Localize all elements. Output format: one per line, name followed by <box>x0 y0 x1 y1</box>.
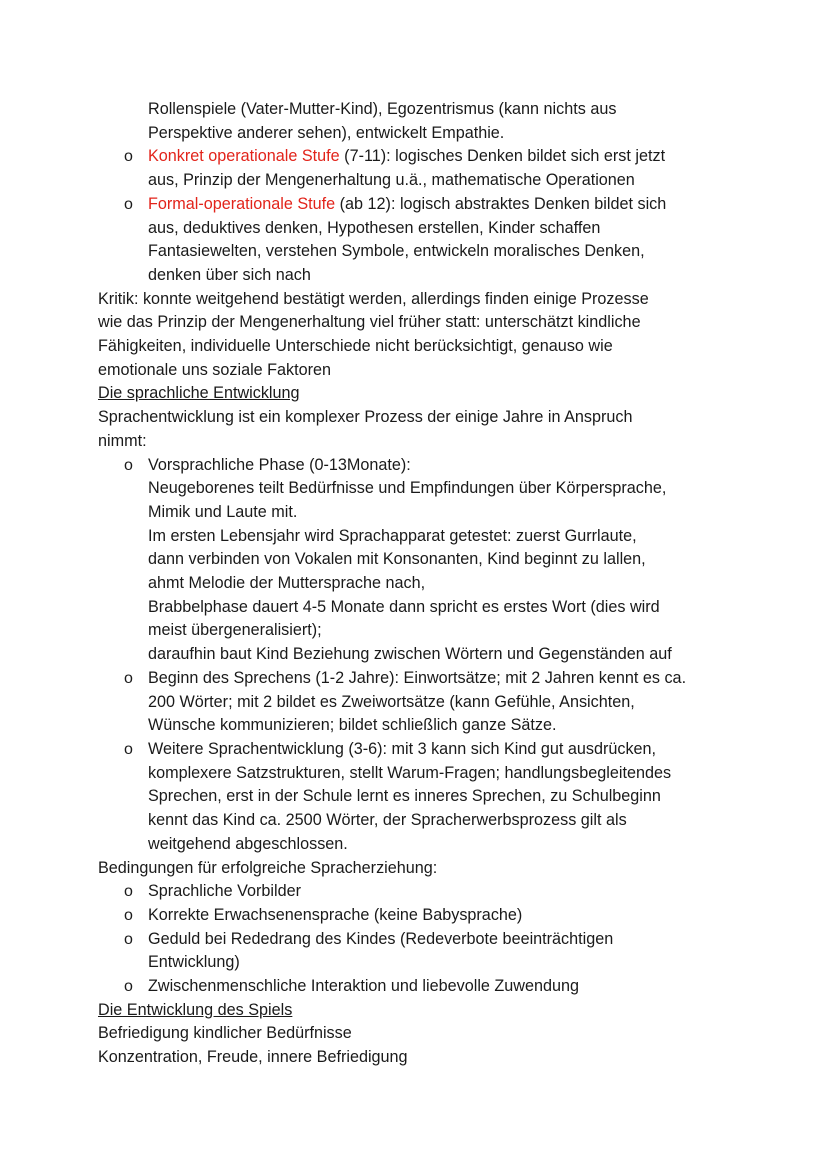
list-item-vorsprachliche-phase: o Vorsprachliche Phase (0-13Monate): Neugeborenes teilt Bedürfnisse und Empfindungen über Körpersprache, Mimik und Laute mit. Im ersten Lebensjahr wird Sprachapparat getestet: zuerst Gurrlaute, dann verbinden von Vokalen mit Konsonanten, Kind beginnt zu lallen, ahmt Melodie der Muttersprache nach, Brabbelphase dauert 4-5 Monate dann spricht es erstes Wort (dies wird meist übergeneralisiert); daraufhin baut Kind Beziehung zwischen Wörtern und Gegenständen auf <box>124 455 672 664</box>
bullet-icon: o <box>124 906 133 924</box>
bullet-icon: o <box>124 669 133 687</box>
list-item-formal-operational: o Formal-operationale Stufe (ab 12): logisch abstraktes Denken bildet sich aus, deduktives denken, Hypothesen erstellen, Kinder schaffen Fantasiewelten, verstehen Symbole, entwickeln moralisches Denken, denken über sich nach <box>124 194 667 284</box>
bullet-icon: o <box>124 883 133 901</box>
paragraph-line: Rollenspiele (Vater-Mutter-Kind), Egozentrismus (kann nichts aus <box>148 100 617 118</box>
paragraph-line: Sprachentwicklung ist ein komplexer Prozess der einige Jahre in Anspruch <box>98 408 633 427</box>
document-page <box>98 98 738 1070</box>
bullet-icon: o <box>124 978 133 996</box>
highlighted-term: Konkret operationale Stufe <box>148 147 340 166</box>
bullet-icon: o <box>124 740 133 758</box>
paragraph-line: Bedingungen für erfolgreiche Spracherziehung: <box>98 858 438 877</box>
paragraph-line: Perspektive anderer sehen), entwickelt Empathie. <box>148 123 505 142</box>
paragraph-line: Befriedigung kindlicher Bedürfnisse <box>98 1024 352 1043</box>
list-item-geduld: o Geduld bei Rededrang des Kindes (Redeverbote beeinträchtigen Entwicklung) <box>124 929 614 972</box>
paragraph-line: nimmt: <box>98 431 147 450</box>
list-item-vorbilder: o Sprachliche Vorbilder <box>98 880 738 904</box>
bullet-icon: o <box>124 930 133 948</box>
highlighted-term: Formal-operationale Stufe <box>148 194 336 213</box>
list-item-beginn-sprechen: o Beginn des Sprechens (1-2 Jahre): Einwortsätze; mit 2 Jahren kennt es ca. 200 Wörter; mit 2 bildet es Zweiwortsätze (kann Gefühle, Ansichten, Wünsche kommunizieren; bildet schließlich ganze Sätze. <box>124 668 687 735</box>
bullet-icon: o <box>124 148 133 166</box>
list-item-weitere-sprachentwicklung: o Weitere Sprachentwicklung (3-6): mit 3 kann sich Kind gut ausdrücken, komplexere Satzstrukturen, stellt Warum-Fragen; handlungsbegleitendes Sprechen, erst in der Schule lernt es inneres Sprechen, zu Schulbeginn kennt das Kind ca. 2500 Wörter, der Spracherwerbsprozess gilt als weitgehend abgeschlossen. <box>124 739 672 853</box>
bullet-icon: o <box>124 456 133 474</box>
section-heading-spiel: Die Entwicklung des Spiels <box>98 1000 293 1019</box>
list-item-interaktion: o Zwischenmenschliche Interaktion und liebevolle Zuwendung <box>98 975 738 999</box>
kritik-paragraph: Kritik: konnte weitgehend bestätigt werden, allerdings finden einige Prozesse wie das Prinzip der Mengenerhaltung viel früher statt: unterschätzt kindliche Fähigkeiten, individuelle Unterschiede nicht berücksichtigt, genauso wie emotionale uns soziale Faktoren <box>98 289 649 379</box>
section-heading-sprache: Die sprachliche Entwicklung <box>98 384 300 403</box>
list-item-erwachsenensprache: o Korrekte Erwachsenensprache (keine Babysprache) <box>98 904 738 928</box>
paragraph-line: Konzentration, Freude, innere Befriedigung <box>98 1048 408 1067</box>
list-item-konkret-operational: o Konkret operationale Stufe (7-11): logisches Denken bildet sich erst jetzt aus, Prinzip der Mengenerhaltung u.ä., mathematische Operationen <box>124 147 666 190</box>
bullet-icon: o <box>124 195 133 213</box>
